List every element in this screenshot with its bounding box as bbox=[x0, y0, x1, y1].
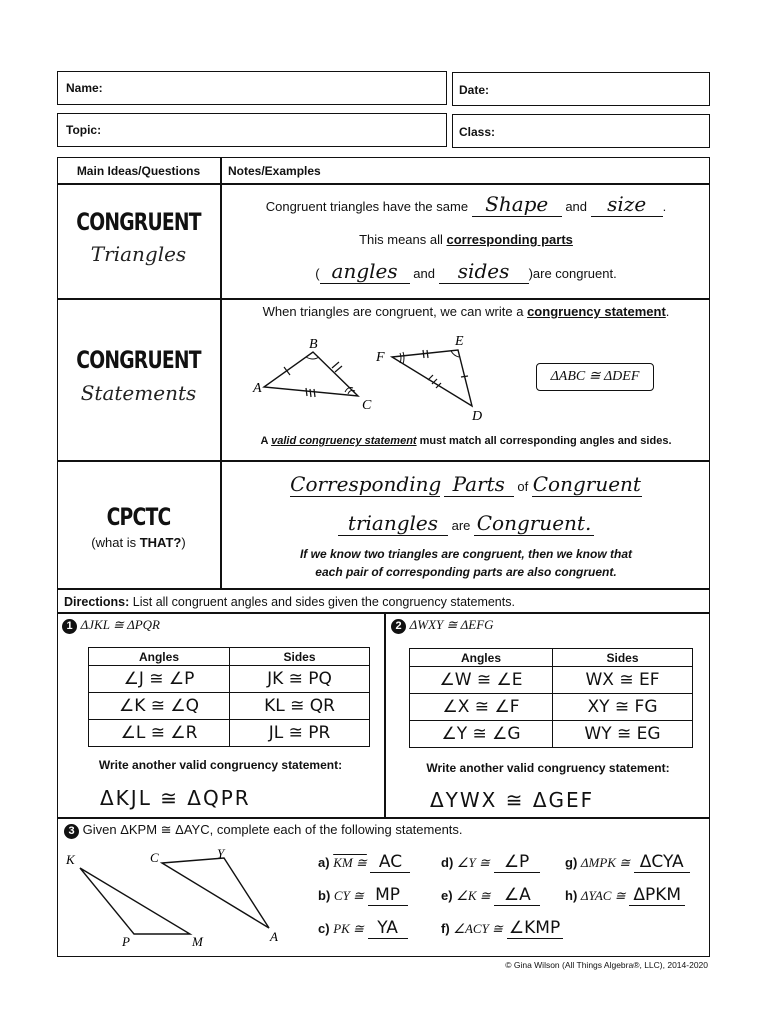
sides-header: Sides bbox=[230, 648, 370, 666]
name-label: Name: bbox=[66, 81, 103, 95]
answer-parts[interactable]: Parts bbox=[444, 472, 514, 497]
item-answer[interactable]: YA bbox=[368, 918, 408, 939]
item-answer[interactable]: ΔPKM bbox=[629, 885, 685, 906]
topic-field[interactable] bbox=[57, 113, 447, 147]
angle-cell[interactable]: ∠W ≅ ∠E bbox=[410, 667, 553, 694]
angle-cell[interactable]: ∠J ≅ ∠P bbox=[89, 666, 230, 693]
section1-line3 bbox=[222, 259, 710, 284]
vertex-d: D bbox=[472, 409, 483, 424]
item-label: c) bbox=[318, 921, 330, 936]
section3-subtitle bbox=[57, 535, 220, 550]
vertex-p: P bbox=[122, 934, 130, 949]
problem-number: 3 bbox=[64, 824, 79, 839]
section1-title: CONGRUENT bbox=[76, 208, 201, 236]
problem1-header bbox=[62, 617, 160, 634]
answer-corresponding[interactable]: Corresponding bbox=[290, 472, 442, 496]
problem-number: 2 bbox=[391, 619, 406, 634]
item-prompt: ∠ACY ≅ bbox=[453, 921, 503, 936]
answer-congruent-2[interactable]: Congruent. bbox=[474, 511, 594, 536]
section1-line1 bbox=[222, 192, 710, 217]
item-answer[interactable]: ∠A bbox=[494, 885, 540, 906]
section2-note bbox=[222, 435, 710, 447]
vertex-a: A bbox=[253, 381, 262, 396]
directions bbox=[64, 595, 515, 609]
angles-header: Angles bbox=[89, 648, 230, 666]
column-header-right: Notes/Examples bbox=[228, 164, 321, 178]
item-answer[interactable]: ∠KMP bbox=[507, 918, 563, 939]
problem2-write-prompt: Write another valid congruency statement: bbox=[426, 761, 670, 775]
answer-congruent[interactable]: Congruent bbox=[532, 472, 641, 496]
angle-cell[interactable]: ∠Y ≅ ∠G bbox=[410, 721, 553, 748]
date-field[interactable] bbox=[452, 72, 710, 106]
angle-cell[interactable]: ∠X ≅ ∠F bbox=[410, 694, 553, 721]
side-cell[interactable]: WY ≅ EG bbox=[553, 721, 693, 748]
sides-header: Sides bbox=[553, 649, 693, 667]
side-cell[interactable]: JK ≅ PQ bbox=[230, 666, 370, 693]
name-field[interactable] bbox=[57, 71, 447, 105]
item-prompt: ΔYAC ≅ bbox=[580, 888, 626, 903]
problem2-answer[interactable]: ΔYWX ≅ ΔGEF bbox=[430, 788, 595, 812]
corresponding-parts: corresponding parts bbox=[446, 232, 573, 247]
p3-item-c bbox=[318, 918, 408, 939]
row-divider bbox=[57, 183, 710, 185]
item-label: d) bbox=[441, 855, 454, 870]
line-text: and bbox=[565, 199, 588, 214]
date-label: Date: bbox=[459, 83, 490, 97]
vertex-e: E bbox=[455, 334, 464, 349]
p3-item-a bbox=[318, 852, 410, 873]
section1-subtitle: Triangles bbox=[90, 242, 187, 266]
row-divider bbox=[57, 298, 710, 300]
item-prompt: PK ≅ bbox=[333, 921, 364, 936]
item-answer[interactable]: MP bbox=[368, 885, 408, 906]
vertex-f: F bbox=[376, 350, 385, 365]
triangle-diagram bbox=[240, 330, 500, 425]
side-cell[interactable]: XY ≅ FG bbox=[553, 694, 693, 721]
copyright: © Gina Wilson (All Things Algebra®, LLC), 2014-2020 bbox=[505, 960, 708, 970]
p3-item-d bbox=[441, 852, 540, 873]
problem1-statement: ΔJKL ≅ ΔPQR bbox=[80, 617, 160, 632]
item-label: a) bbox=[318, 855, 330, 870]
p3-item-e bbox=[441, 885, 540, 906]
row-divider bbox=[57, 588, 710, 590]
line-text: and bbox=[413, 266, 435, 281]
p3-item-b bbox=[318, 885, 408, 906]
problem-divider bbox=[384, 612, 386, 817]
problem1-answer[interactable]: ΔKJL ≅ ΔQPR bbox=[100, 786, 251, 810]
problem1-write-prompt: Write another valid congruency statement: bbox=[98, 758, 343, 772]
item-prompt: ΔMPK ≅ bbox=[580, 855, 631, 870]
line-text: must match all corresponding angles and sides. bbox=[419, 435, 672, 447]
line-text: of bbox=[517, 479, 529, 494]
line-text: This means all bbox=[359, 232, 443, 247]
line-text: )are congruent. bbox=[528, 266, 617, 281]
vertex-b: B bbox=[309, 337, 318, 352]
item-prompt: KM ≅ bbox=[333, 855, 367, 870]
problem2-statement: ΔWXY ≅ ΔEFG bbox=[409, 617, 494, 632]
section1-line2 bbox=[222, 232, 710, 247]
triangle-kpm bbox=[80, 868, 190, 934]
item-label: h) bbox=[565, 888, 578, 903]
class-label: Class: bbox=[459, 125, 496, 139]
cpctc-line1 bbox=[222, 472, 710, 497]
line-text: . bbox=[665, 304, 670, 319]
item-label: g) bbox=[565, 855, 578, 870]
cpctc-italic-1: If we know two triangles are congruent, then we know that bbox=[299, 547, 633, 561]
item-prompt: ∠Y ≅ bbox=[456, 855, 490, 870]
topic-label: Topic: bbox=[66, 123, 102, 137]
problem-number: 1 bbox=[62, 619, 77, 634]
item-label: f) bbox=[441, 921, 450, 936]
problem3-diagram bbox=[62, 848, 292, 953]
column-header-left: Main Ideas/Questions bbox=[76, 164, 201, 178]
row-divider bbox=[57, 460, 710, 462]
vertex-a: A bbox=[270, 929, 278, 944]
side-cell[interactable]: KL ≅ QR bbox=[230, 693, 370, 720]
item-answer[interactable]: AC bbox=[370, 852, 410, 873]
vertex-k: K bbox=[66, 852, 75, 867]
class-field[interactable] bbox=[452, 114, 710, 148]
row-divider bbox=[57, 817, 710, 819]
vertex-c: C bbox=[150, 850, 159, 865]
answer-sides[interactable]: sides bbox=[439, 259, 529, 284]
line-text: A bbox=[260, 435, 269, 447]
item-label: b) bbox=[318, 888, 331, 903]
that-bold: THAT? bbox=[139, 535, 182, 550]
problem3-intro: Given ΔKPM ≅ ΔAYC, complete each of the following statements. bbox=[82, 822, 463, 837]
side-cell[interactable]: JL ≅ PR bbox=[230, 720, 370, 747]
line-text: When triangles are congruent, we can write a bbox=[262, 304, 524, 319]
cpctc-italic-2: each pair of corresponding parts are also congruent. bbox=[315, 565, 617, 579]
directions-label: Directions: bbox=[64, 595, 130, 609]
item-prompt: ∠K ≅ bbox=[456, 888, 491, 903]
section3-title: CPCTC bbox=[106, 503, 171, 531]
line-text: Congruent triangles have the same bbox=[265, 199, 469, 214]
problem2-table bbox=[409, 648, 693, 748]
side-cell[interactable]: WX ≅ EF bbox=[553, 667, 693, 694]
problem1-table bbox=[88, 647, 370, 747]
answer-angles[interactable]: angles bbox=[320, 259, 410, 284]
p3-item-f bbox=[441, 918, 563, 939]
line-text: ) bbox=[181, 535, 186, 550]
item-answer[interactable]: ΔCYA bbox=[634, 852, 690, 873]
line-text: ( bbox=[315, 266, 320, 281]
congruency-statement-box: ΔABC ≅ ΔDEF bbox=[536, 363, 654, 391]
item-answer[interactable]: ∠P bbox=[494, 852, 540, 873]
answer-size[interactable]: size bbox=[591, 192, 663, 217]
line-text: (what is bbox=[91, 535, 137, 550]
vertex-m: M bbox=[192, 934, 203, 949]
triangle-cya bbox=[162, 858, 269, 928]
section2-line1 bbox=[222, 304, 710, 319]
answer-shape[interactable]: Shape bbox=[472, 192, 562, 217]
p3-item-g bbox=[565, 852, 690, 873]
section2-title: CONGRUENT bbox=[76, 346, 201, 374]
problem2-header bbox=[391, 617, 494, 634]
directions-text: List all congruent angles and sides given the congruency statements. bbox=[132, 595, 515, 609]
angles-header: Angles bbox=[410, 649, 553, 667]
answer-triangles[interactable]: triangles bbox=[338, 511, 448, 536]
vertex-y: Y bbox=[217, 848, 225, 861]
p3-item-h bbox=[565, 885, 685, 906]
vertex-c: C bbox=[362, 398, 372, 413]
problem3-header bbox=[64, 822, 463, 839]
congruency-statement-term: congruency statement bbox=[527, 304, 666, 319]
line-text: are bbox=[451, 518, 471, 533]
valid-statement-term: valid congruency statement bbox=[271, 435, 417, 447]
item-label: e) bbox=[441, 888, 453, 903]
angle-cell[interactable]: ∠L ≅ ∠R bbox=[89, 720, 230, 747]
angle-cell[interactable]: ∠K ≅ ∠Q bbox=[89, 693, 230, 720]
line-text: . bbox=[662, 199, 667, 214]
cpctc-line2 bbox=[222, 511, 710, 536]
item-prompt: CY ≅ bbox=[333, 888, 364, 903]
section2-subtitle: Statements bbox=[80, 381, 197, 405]
